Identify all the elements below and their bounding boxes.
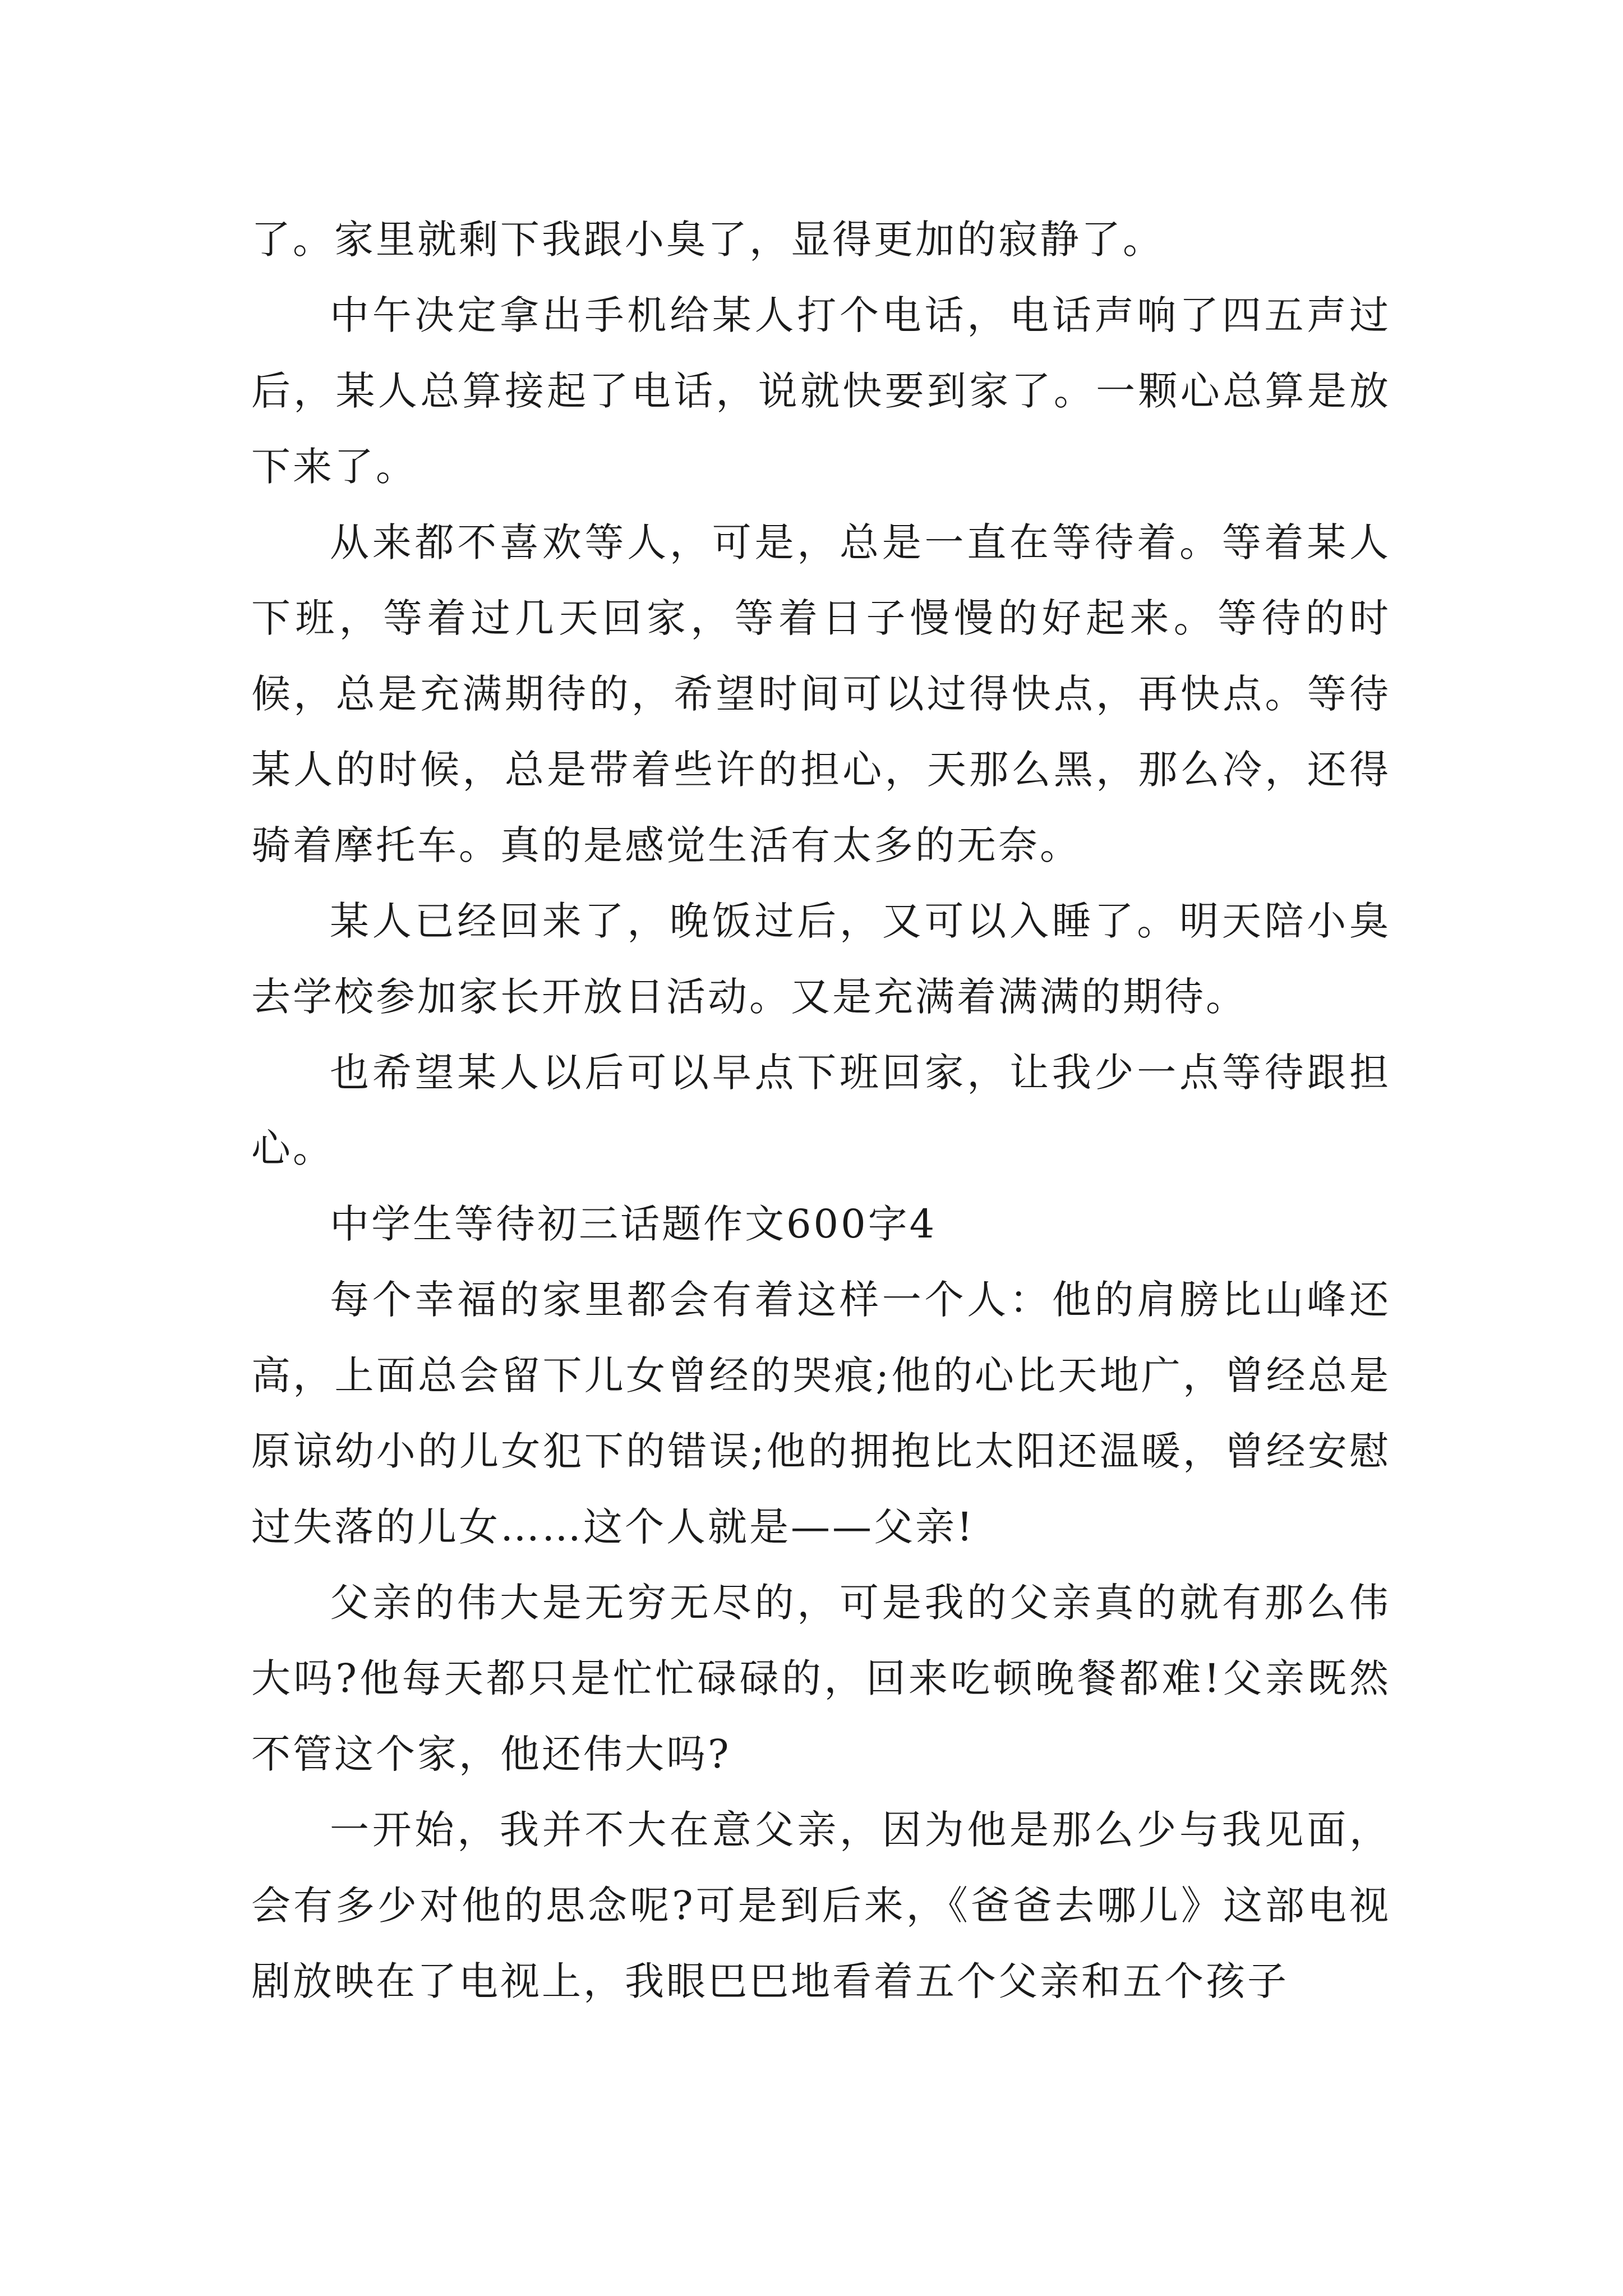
paragraph-father-question: 父亲的伟大是无穷无尽的，可是我的父亲真的就有那么伟大吗?他每天都只是忙忙碌碌的，回来吃顿晚餐都难!父亲既然不管这个家，他还伟大吗? (251, 1580, 1391, 1777)
paragraph-father-tv: 一开始，我并不大在意父亲，因为他是那么少与我见面，会有多少对他的思念呢?可是到后来，《爸爸去哪儿》这部电视剧放映在了电视上，我眼巴巴地看着五个父亲和五个孩子 (251, 1807, 1391, 2004)
paragraph-continuation: 了。家里就剩下我跟小臭了，显得更加的寂静了。 (251, 217, 1164, 263)
paragraph-returned: 某人已经回来了，晚饭过后，又可以入睡了。明天陪小臭去学校参加家长开放日活动。又是充满着满满的期待。 (251, 898, 1391, 1020)
paragraph-waiting: 从来都不喜欢等人，可是，总是一直在等待着。等着某人下班，等着过几天回家，等着日子慢慢的好起来。等待的时候，总是充满期待的，希望时间可以过得快点，再快点。等待某人的时候，总是带着些许的担心，天那么黑，那么冷，还得骑着摩托车。真的是感觉生活有太多的无奈。 (251, 519, 1391, 868)
paragraph-phone-call: 中午决定拿出手机给某人打个电话，电话声响了四五声过后，某人总算接起了电话，说就快要到家了。一颗心总算是放下来了。 (251, 292, 1391, 490)
essay-title: 中学生等待初三话题作文600字4 (330, 1201, 937, 1247)
paragraph-hope: 也希望某人以后可以早点下班回家，让我少一点等待跟担心。 (251, 1050, 1391, 1171)
paragraph-father-intro: 每个幸福的家里都会有着这样一个人：他的肩膀比山峰还高，上面总会留下儿女曾经的哭痕;他的心比天地广，曾经总是原谅幼小的儿女犯下的错误;他的拥抱比太阳还温暖，曾经安慰过失落的儿女……这个人就是——父亲! (251, 1277, 1391, 1550)
document-body (251, 202, 1391, 2019)
